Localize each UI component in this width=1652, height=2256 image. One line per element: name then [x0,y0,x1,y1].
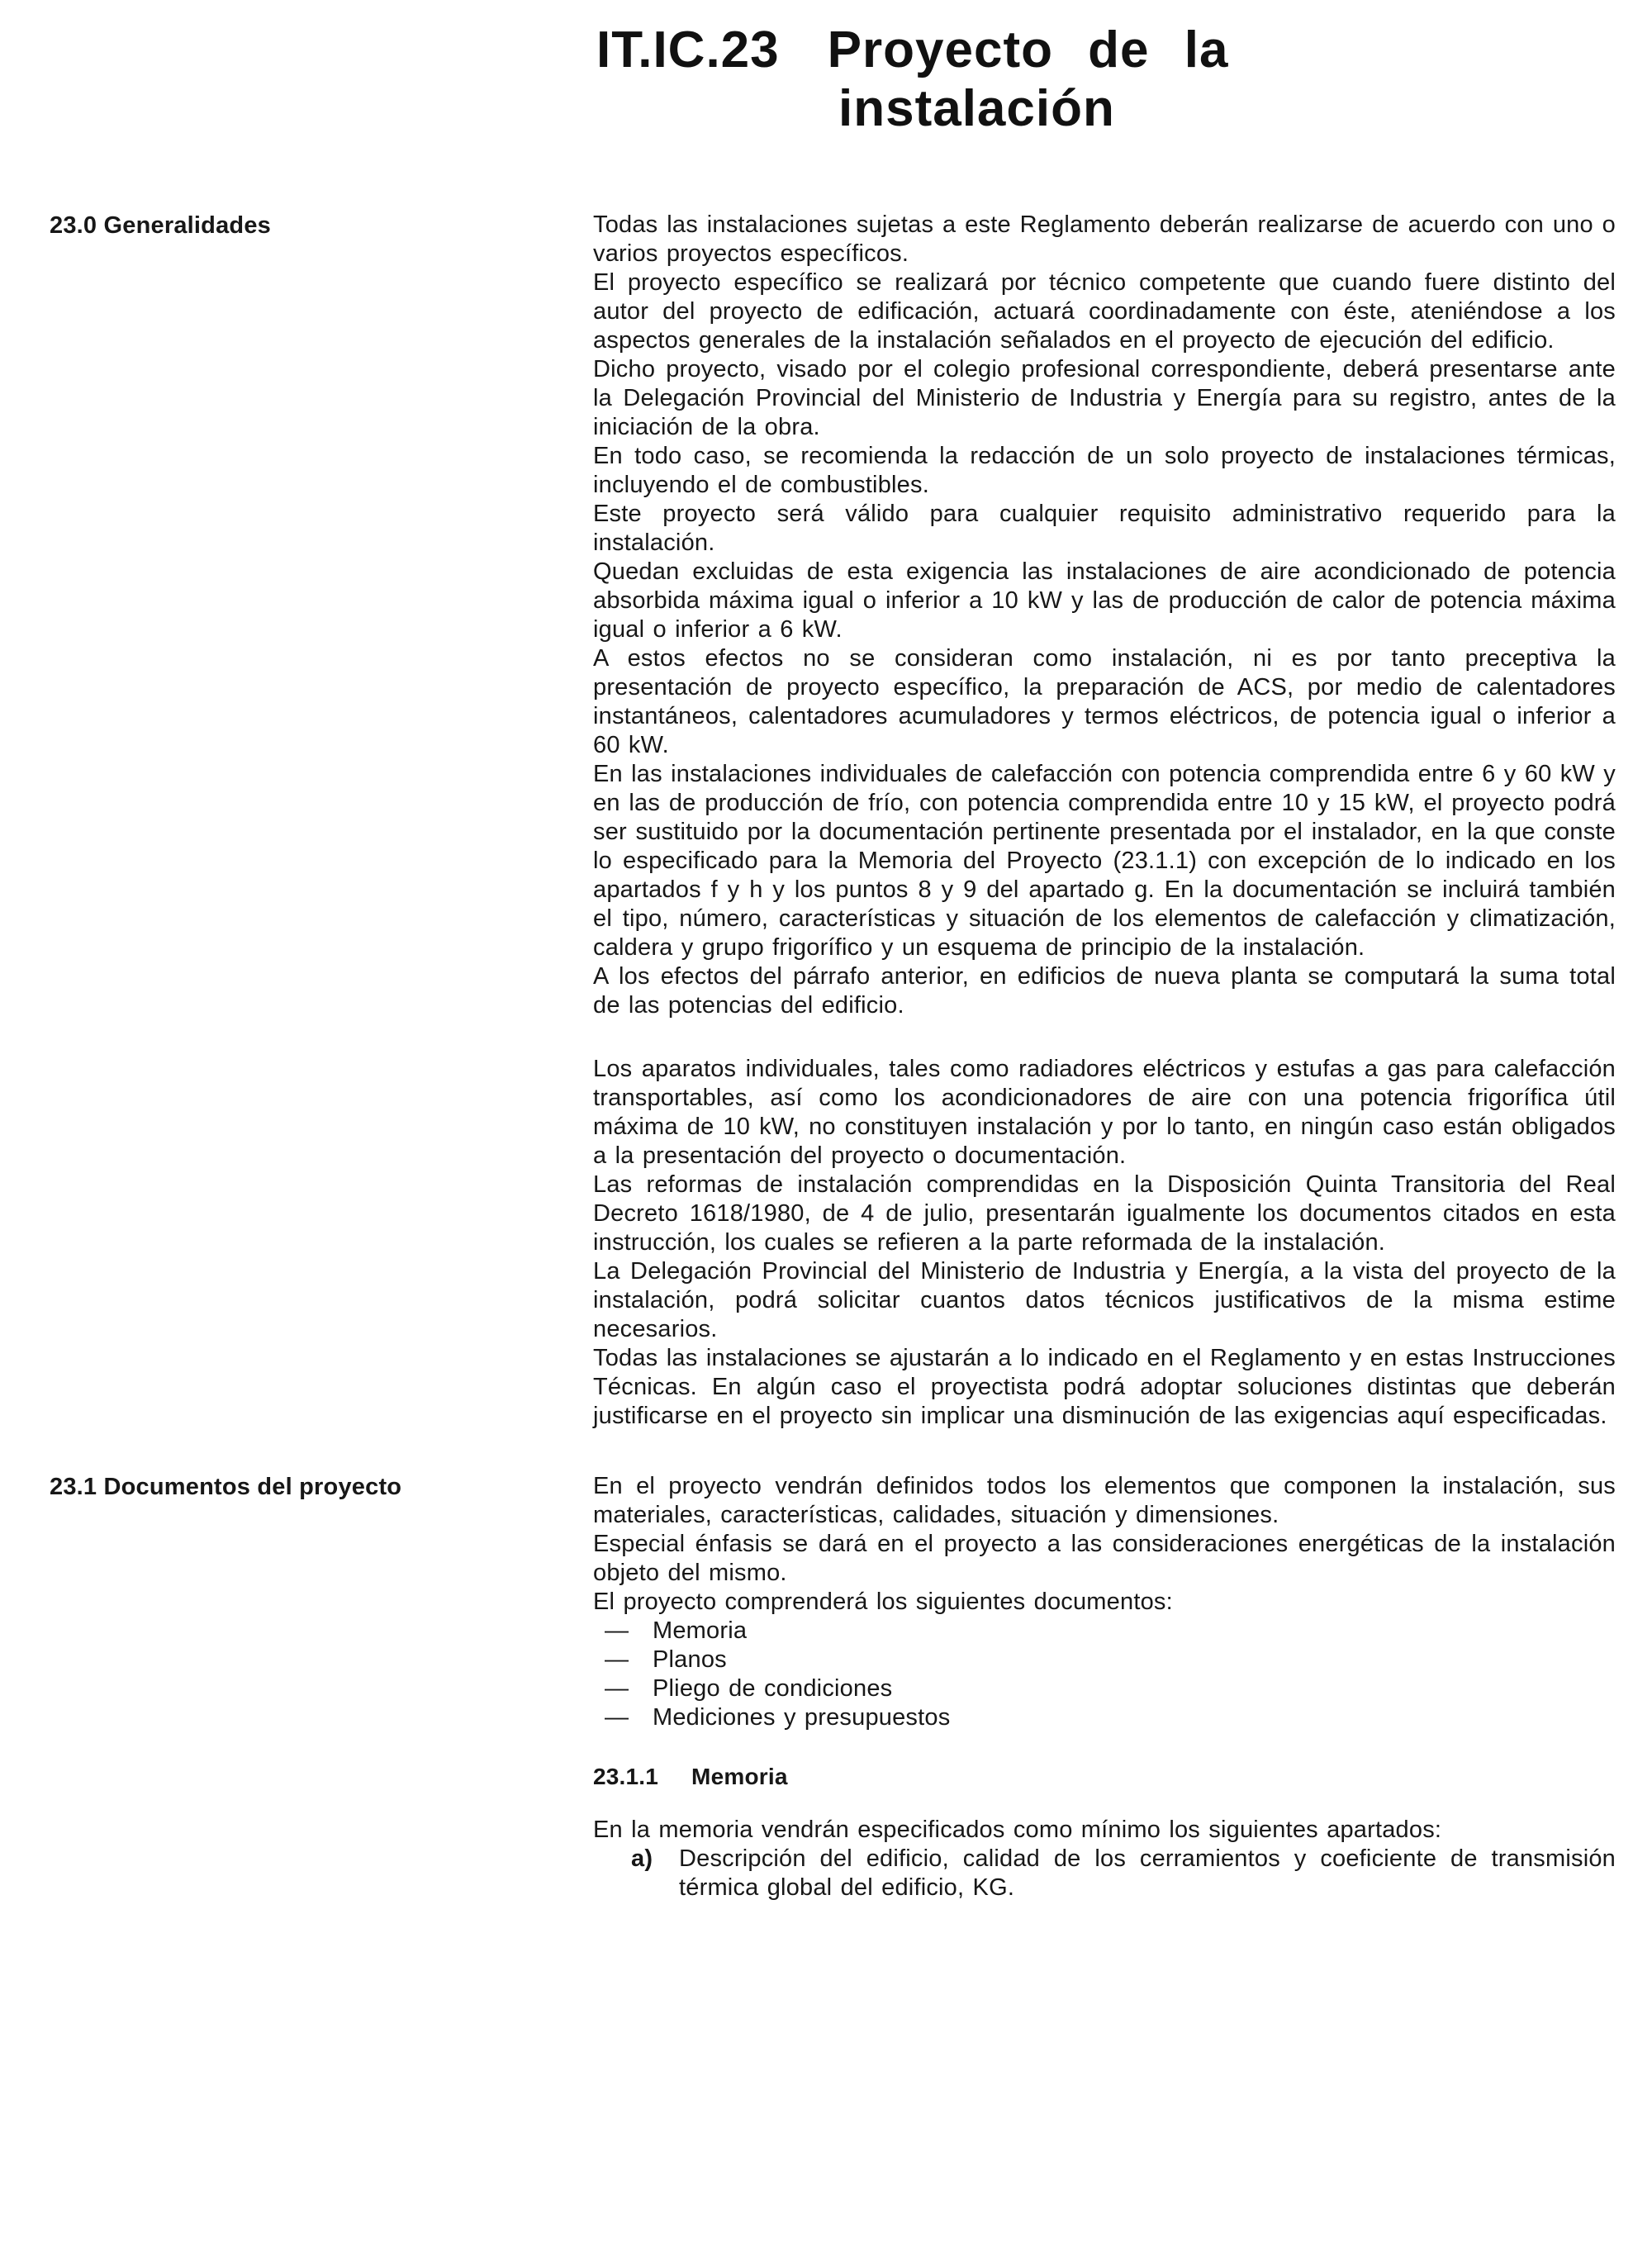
paragraph: El proyecto específico se realizará por técnico competente que cuando fuere distinto del autor del proyecto de edificación, actuará coordinadamente con éste, ateniéndose a los aspectos generales de la instalación señalados en el proyecto de ejecución del edificio. [593,269,1616,354]
paragraph: Dicho proyecto, visado por el colegio profesional correspondiente, deberá presentarse ante la Delegación Provincial del Ministerio de Industria y Energía para su registro, antes de la iniciación de la obra. [593,356,1616,441]
title-text-line1: Proyecto de la [827,21,1229,78]
item-a-label: a) [631,1845,653,1873]
list-item [593,1674,1616,1703]
section-heading-23-0: 23.0 Generalidades [50,212,271,240]
paragraph: Las reformas de instalación comprendidas en la Disposición Quinta Transitoria del Real Decreto 1618/1980, de 4 de julio, presentarán igualmente los documentos citados en esta instrucción, los cuales se refieren a la parte reformada de la instalación. [593,1171,1616,1256]
list-dash: — [605,1646,629,1674]
list-item-label: Mediciones y presupuestos [653,1704,951,1731]
margin-column [0,211,593,1431]
paragraph: Especial énfasis se dará en el proyecto a las consideraciones energéticas de la instalación objeto del mismo. [593,1531,1616,1587]
title-line-1 [596,21,1652,80]
paragraph: Los aparatos individuales, tales como radiadores eléctricos y estufas a gas para calefacción transportables, así como los acondicionadores de aire con una potencia frigorífica útil máxima de 10 kW, no constituyen instalación y por lo tanto, en ningún caso están obligados a la presentación del proyecto o documentación. [593,1056,1616,1170]
paragraph: Todas las instalaciones se ajustarán a lo indicado en el Reglamento y en estas Instrucciones Técnicas. En algún caso el proyectista podrá adoptar soluciones distintas que deberán justificarse en el proyecto sin implicar una disminución de las exigencias aquí especificadas. [593,1345,1616,1430]
document-list [593,1617,1616,1732]
paragraph: En la memoria vendrán especificados como mínimo los siguientes apartados: [593,1817,1442,1844]
paragraph: En el proyecto vendrán definidos todos los elementos que componen la instalación, sus materiales, características, calidades, situación y dimensiones. [593,1473,1616,1529]
subsection-number: 23.1.1 [593,1764,659,1790]
list-dash: — [605,1617,629,1645]
list-item-label: Planos [653,1646,727,1674]
title-code: IT.IC.23 [596,21,780,78]
document-title [596,21,1652,138]
paragraph: La Delegación Provincial del Ministerio de Industria y Energía, a la vista del proyecto de la instalación, podrá solicitar cuantos datos técnicos justificativos de la misma estime necesarios. [593,1258,1616,1343]
subsection-title: Memoria [691,1764,788,1790]
section-23-0-body [593,211,1626,1431]
title-text-line2: instalación [838,79,1115,137]
list-item [593,1703,1616,1732]
item-a-text: Descripción del edificio, calidad de los cerramientos y coeficiente de transmisión térmica global del edificio, KG. [679,1845,1616,1902]
list-item-label: Pliego de condiciones [653,1675,893,1703]
paragraph: A los efectos del párrafo anterior, en edificios de nueva planta se computará la suma total de las potencias del edificio. [593,963,1616,1019]
section-23-1-documentos [0,1472,1652,1902]
paragraph: Quedan excluidas de esta exigencia las instalaciones de aire acondicionado de potencia absorbida máxima igual o inferior a 10 kW y las de producción de calor de potencia máxima igual o inferior a 6 kW. [593,558,1616,644]
list-item-a [631,1845,1616,1902]
paragraph: A estos efectos no se consideran como instalación, ni es por tanto preceptiva la presentación de proyecto específico, la preparación de ACS, por medio de calentadores instantáneos, calentadores acumuladores y termos eléctricos, de potencia igual o inferior a 60 kW. [593,645,1616,759]
list-dash: — [605,1704,629,1731]
list-dash: — [605,1675,629,1703]
list-item [593,1646,1616,1674]
section-heading-23-1: 23.1 Documentos del proyecto [50,1474,402,1501]
section-23-1-body [593,1472,1626,1902]
paragraph: El proyecto comprenderá los siguientes documentos: [593,1589,1173,1616]
title-line-2 [838,80,1652,139]
paragraph: En todo caso, se recomienda la redacción de un solo proyecto de instalaciones térmicas, incluyendo el de combustibles. [593,443,1616,499]
paragraph: Este proyecto será válido para cualquier requisito administrativo requerido para la instalación. [593,501,1616,557]
paragraph: Todas las instalaciones sujetas a este Reglamento deberán realizarse de acuerdo con uno o varios proyectos específicos. [593,211,1616,268]
list-item [593,1617,1616,1646]
list-item-label: Memoria [653,1617,748,1645]
subsection-heading-23-1-1 [593,1762,1616,1791]
margin-column [0,1472,593,1902]
section-23-0-generalidades [0,211,1652,1431]
paragraph: En las instalaciones individuales de calefacción con potencia comprendida entre 6 y 60 kW y en las de producción de frío, con potencia comprendida entre 10 y 15 kW, el proyecto podrá ser sustituido por la documentación pertinente presentada por el instalador, en la que conste lo especificado para la Memoria del Proyecto (23.1.1) con excepción de lo indicado en los apartados f y h y los puntos 8 y 9 del apartado g. En la documentación se incluirá también el tipo, número, características y situación de los elementos de calefacción y climatización, caldera y grupo frigorífico y un esquema de principio de la instalación. [593,761,1616,962]
